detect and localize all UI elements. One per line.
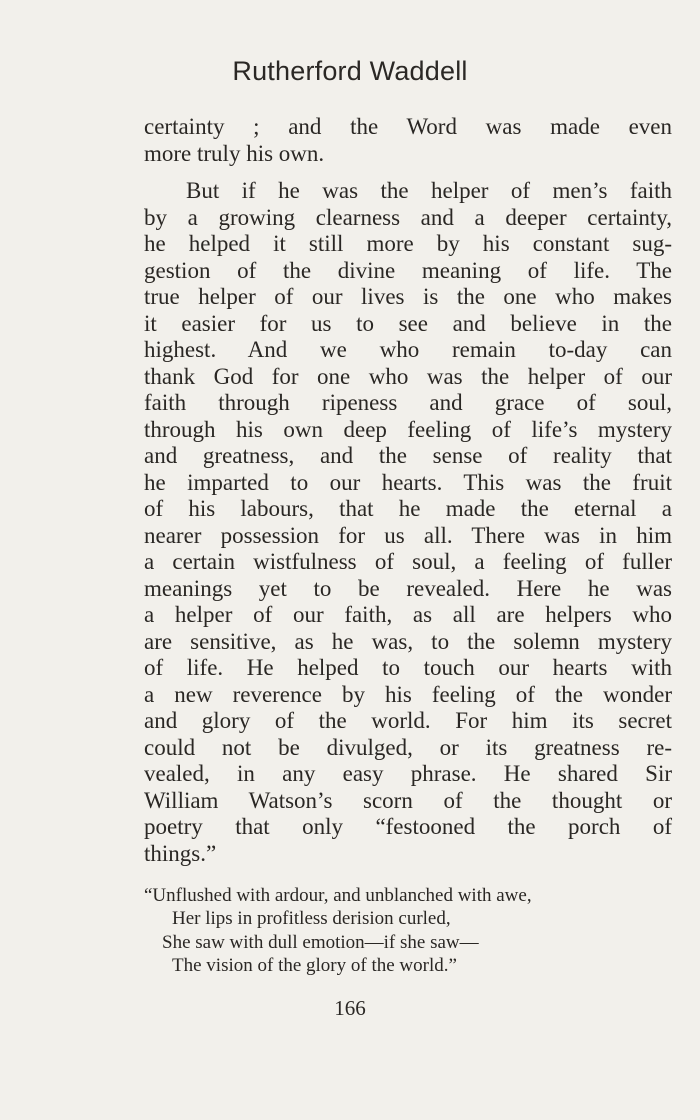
verse-quotation: [144, 884, 684, 977]
text-line: certainty ; and the Word was made even: [144, 114, 672, 139]
text-line: meanings yet to be revealed. Here he was: [144, 575, 672, 601]
text-line: he imparted to our hearts. This was the fruit: [144, 469, 672, 495]
text-line: a certain wistfulness of soul, a feeling of fuller: [144, 549, 672, 574]
text-line: he helped it still more by his constant sug-: [144, 231, 672, 256]
text-line: more truly his own.: [144, 140, 325, 166]
verse-line: “Unflushed with ardour, and unblanched with awe,: [144, 885, 532, 906]
text-line: vealed, in any easy phrase. He shared Sir: [144, 761, 672, 786]
verse-line: The vision of the glory of the world.”: [172, 954, 457, 976]
text-line: are sensitive, as he was, to the solemn mystery: [144, 628, 672, 654]
text-line: faith through ripeness and grace of soul,: [144, 390, 672, 415]
page-number: 166: [334, 996, 366, 1020]
paragraph-gap: [144, 167, 672, 178]
text-line: a helper of our faith, as all are helpers who: [144, 602, 672, 627]
text-line: William Watson’s scorn of the thought or: [144, 787, 672, 813]
text-line: of his labours, that he made the eternal a: [144, 496, 672, 521]
body-text: [144, 114, 672, 867]
text-line: could not be divulged, or its greatness re-: [144, 734, 672, 760]
text-line: a new reverence by his feeling of the wonder: [144, 681, 672, 707]
text-line: by a growing clearness and a deeper certainty,: [144, 204, 672, 230]
text-line: things.”: [144, 840, 217, 866]
text-line: poetry that only “festooned the porch of: [144, 814, 672, 839]
text-line: and greatness, and the sense of reality that: [144, 443, 672, 468]
text-line: gestion of the divine meaning of life. The: [144, 257, 672, 283]
text-line: of life. He helped to touch our hearts with: [144, 655, 672, 680]
verse-line: She saw with dull emotion—if she saw—: [162, 931, 479, 953]
text-line: through his own deep feeling of life’s mystery: [144, 416, 672, 442]
running-head: Rutherford Waddell: [232, 56, 468, 86]
verse-line: Her lips in profitless derision curled,: [172, 908, 451, 930]
text-line: highest. And we who remain to-day can: [144, 337, 672, 362]
text-line: nearer possession for us all. There was in him: [144, 522, 672, 548]
text-line: true helper of our lives is the one who makes: [144, 284, 672, 309]
text-line: and glory of the world. For him its secret: [144, 708, 672, 733]
text-line: thank God for one who was the helper of our: [144, 363, 672, 389]
text-line: But if he was the helper of men’s faith: [186, 178, 672, 203]
text-line: it easier for us to see and believe in the: [144, 310, 672, 336]
